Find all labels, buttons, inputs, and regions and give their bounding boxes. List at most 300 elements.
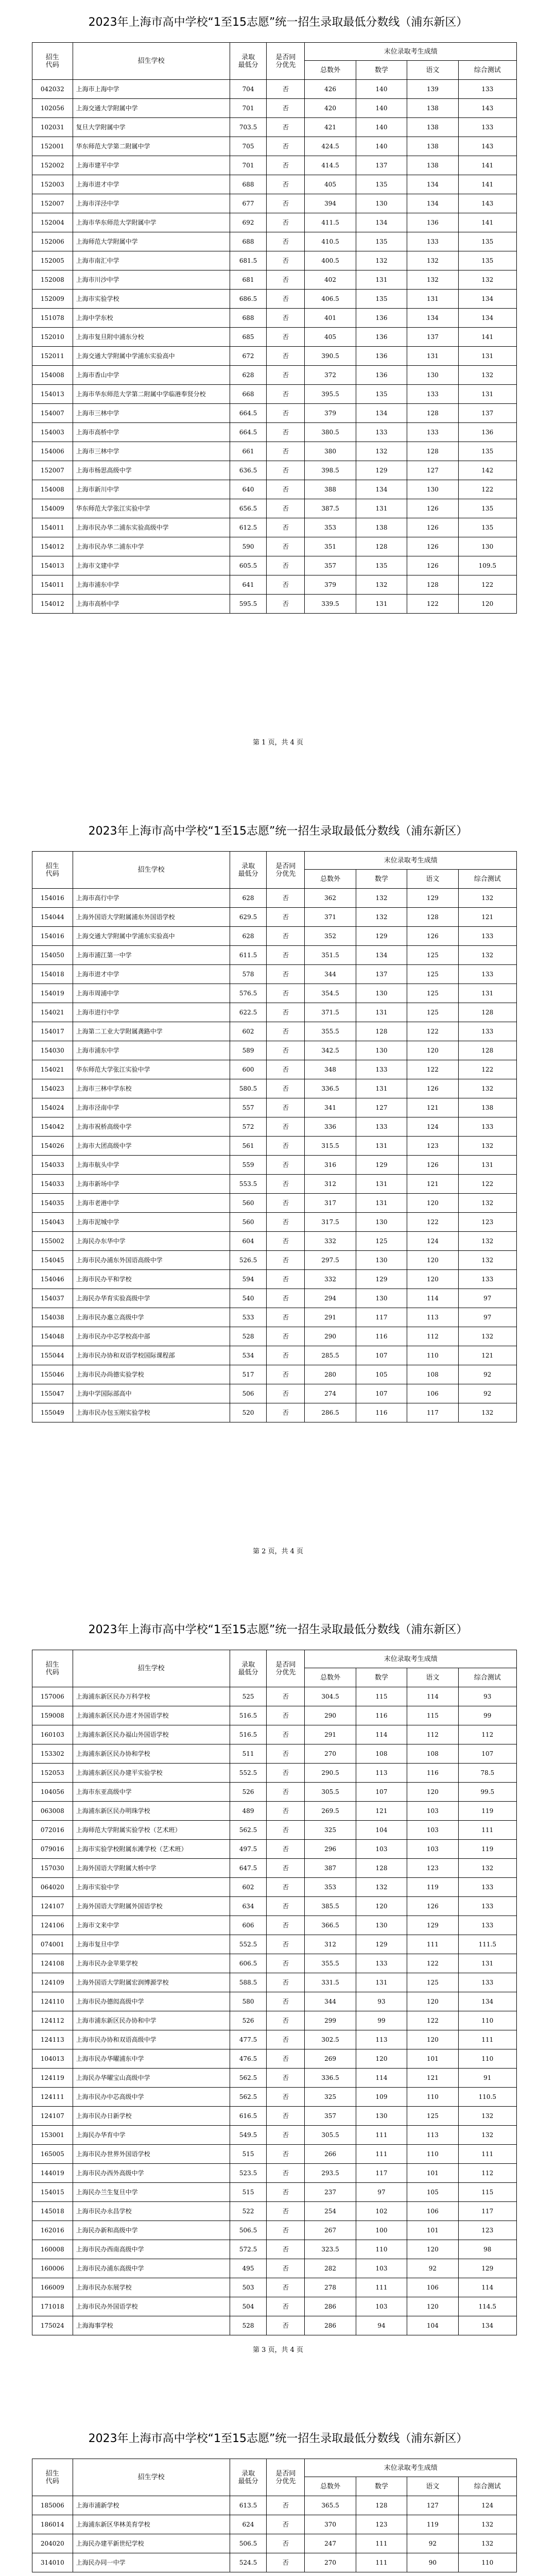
cell-chinese: 120	[407, 2240, 458, 2259]
cell-min-score: 516.5	[230, 1706, 267, 1725]
cell-comp: 136	[458, 423, 516, 442]
cell-comp: 141	[458, 175, 516, 194]
cell-same-score-priority: 否	[267, 2259, 305, 2278]
cell-chinese: 130	[407, 480, 458, 499]
header-comp: 综合测试	[458, 2477, 516, 2496]
cell-math: 128	[356, 2496, 407, 2515]
table-row	[32, 1194, 517, 1213]
cell-total: 348	[305, 1060, 356, 1079]
table-row	[32, 1098, 517, 1117]
cell-same-score-priority: 否	[267, 2534, 305, 2553]
cell-code: 152010	[32, 328, 73, 347]
cell-math: 129	[356, 1156, 407, 1175]
cell-same-score-priority: 否	[267, 2049, 305, 2069]
cell-same-score-priority: 否	[267, 2030, 305, 2049]
header-last-admitted-group: 末位录取考生成绩	[305, 2459, 517, 2477]
cell-chinese: 139	[407, 80, 458, 99]
cell-comp: 134	[458, 309, 516, 328]
cell-min-score: 681.5	[230, 251, 267, 270]
cell-total: 410.5	[305, 232, 356, 251]
cell-total: 269	[305, 2049, 356, 2069]
cell-same-score-priority: 否	[267, 2221, 305, 2240]
cell-comp: 112	[458, 2164, 516, 2183]
cell-total: 379	[305, 404, 356, 423]
cell-school: 上海市洋泾中学	[73, 194, 230, 213]
cell-code: 157030	[32, 1859, 73, 1878]
table-row	[32, 1060, 517, 1079]
cell-comp: 143	[458, 99, 516, 118]
cell-math: 105	[356, 1365, 407, 1384]
cell-school: 上海市民办东展学校	[73, 2278, 230, 2297]
cell-math: 123	[356, 2515, 407, 2534]
cell-code: 154007	[32, 404, 73, 423]
cell-school: 上海外国语大学附属浦东外国语学校	[73, 908, 230, 927]
cell-chinese: 120	[407, 1992, 458, 2011]
cell-min-score: 511	[230, 1744, 267, 1764]
cell-comp: 128	[458, 1003, 516, 1022]
table-row	[32, 2183, 517, 2202]
cell-school: 上海市三林中学东校	[73, 1079, 230, 1098]
cell-comp: 141	[458, 213, 516, 232]
cell-min-score: 506.5	[230, 2534, 267, 2553]
table-row	[32, 1308, 517, 1327]
cell-math: 125	[356, 1232, 407, 1251]
cell-school: 上海市民办西南高级中学	[73, 2240, 230, 2259]
cell-min-score: 528	[230, 1327, 267, 1346]
cell-math: 132	[356, 251, 407, 270]
cell-code: 154009	[32, 499, 73, 518]
cell-same-score-priority: 否	[267, 1687, 305, 1706]
table-row	[32, 1840, 517, 1859]
cell-min-score: 562.5	[230, 2088, 267, 2107]
table-row	[32, 2126, 517, 2145]
cell-chinese: 128	[407, 442, 458, 461]
cell-min-score: 517	[230, 1365, 267, 1384]
cell-math: 137	[356, 156, 407, 175]
cell-school: 上海市新场中学	[73, 1175, 230, 1194]
cell-code: 152053	[32, 1764, 73, 1783]
cell-comp: 99.5	[458, 1783, 516, 1802]
cell-total: 270	[305, 1744, 356, 1764]
cell-total: 291	[305, 1725, 356, 1744]
cell-school: 上海第二工业大学附属龚路中学	[73, 1022, 230, 1041]
cell-math: 130	[356, 194, 407, 213]
cell-same-score-priority: 否	[267, 442, 305, 461]
cell-min-score: 600	[230, 1060, 267, 1079]
cell-school: 上海市民办华二浦东中学	[73, 537, 230, 556]
cell-chinese: 116	[407, 1764, 458, 1783]
cell-min-score: 533	[230, 1308, 267, 1327]
cell-total: 286.5	[305, 1403, 356, 1422]
cell-same-score-priority: 否	[267, 1783, 305, 1802]
cell-min-score: 562.5	[230, 1821, 267, 1840]
cell-comp: 129	[458, 2259, 516, 2278]
cell-comp: 97	[458, 1289, 516, 1308]
table-row	[32, 156, 517, 175]
page-2	[0, 809, 556, 1607]
cell-math: 140	[356, 99, 407, 118]
cell-same-score-priority: 否	[267, 1346, 305, 1365]
page-4	[0, 2416, 556, 2576]
header-math: 数学	[356, 1668, 407, 1687]
cell-comp: 132	[458, 2515, 516, 2534]
cell-min-score: 534	[230, 1346, 267, 1365]
cell-math: 131	[356, 270, 407, 290]
cell-code: 154024	[32, 1098, 73, 1117]
cell-code: 154019	[32, 984, 73, 1003]
cell-total: 282	[305, 2259, 356, 2278]
cell-min-score: 640	[230, 480, 267, 499]
cell-same-score-priority: 否	[267, 175, 305, 194]
cell-math: 127	[356, 1098, 407, 1117]
cell-total: 365.5	[305, 2496, 356, 2515]
cell-chinese: 119	[407, 2515, 458, 2534]
cell-school: 上海市浦东中学	[73, 575, 230, 595]
cell-math: 129	[356, 927, 407, 946]
cell-comp: 134	[458, 2316, 516, 2335]
header-total: 总数外	[305, 870, 356, 889]
cell-comp: 132	[458, 1859, 516, 1878]
cell-math: 116	[356, 1706, 407, 1725]
cell-same-score-priority: 否	[267, 1270, 305, 1289]
cell-math: 132	[356, 1878, 407, 1897]
cell-total: 266	[305, 2145, 356, 2164]
header-same-score-priority: 是否同 分优先	[267, 43, 305, 80]
cell-school: 上海市民办中芯学校高中部	[73, 1327, 230, 1346]
cell-math: 130	[356, 1289, 407, 1308]
header-total: 总数外	[305, 61, 356, 80]
cell-school: 上海市实验中学	[73, 1878, 230, 1897]
cell-code: 155047	[32, 1384, 73, 1403]
cell-chinese: 134	[407, 175, 458, 194]
cell-code: 314010	[32, 2553, 73, 2572]
cell-code: 124119	[32, 2069, 73, 2088]
cell-chinese: 134	[407, 194, 458, 213]
cell-chinese: 136	[407, 213, 458, 232]
cell-math: 128	[356, 1022, 407, 1041]
cell-comp: 132	[458, 1403, 516, 1422]
cell-math: 128	[356, 1859, 407, 1878]
cell-comp: 132	[458, 1079, 516, 1098]
cell-school: 上海民办建平新世纪学校	[73, 2534, 230, 2553]
cell-chinese: 92	[407, 2534, 458, 2553]
cell-code: 154018	[32, 965, 73, 984]
cell-chinese: 128	[407, 404, 458, 423]
cell-chinese: 130	[407, 366, 458, 385]
cell-same-score-priority: 否	[267, 1117, 305, 1137]
cell-min-score: 692	[230, 213, 267, 232]
cell-code: 160008	[32, 2240, 73, 2259]
cell-min-score: 589	[230, 1041, 267, 1060]
cell-code: 154013	[32, 556, 73, 575]
cell-code: 154043	[32, 1213, 73, 1232]
table-row	[32, 2553, 517, 2572]
cell-min-score: 528	[230, 2316, 267, 2335]
cell-school: 上海市民办平和学校	[73, 1270, 230, 1289]
cell-math: 113	[356, 2030, 407, 2049]
cell-school: 上海市民办惠立高级中学	[73, 1308, 230, 1327]
cell-code: 152007	[32, 461, 73, 480]
cell-same-score-priority: 否	[267, 1289, 305, 1308]
cell-total: 325	[305, 2088, 356, 2107]
page-footer: 第 2 页，共 4 页	[252, 1548, 304, 1555]
cell-school: 上海浦东新区民办进才外国语学校	[73, 1706, 230, 1725]
cell-chinese: 125	[407, 965, 458, 984]
cell-chinese: 134	[407, 309, 458, 328]
cell-total: 357	[305, 556, 356, 575]
cell-code: 154023	[32, 1079, 73, 1098]
cell-min-score: 576.5	[230, 984, 267, 1003]
cell-chinese: 122	[407, 1954, 458, 1973]
cell-min-score: 524.5	[230, 2553, 267, 2572]
table-row	[32, 2534, 517, 2553]
cell-chinese: 101	[407, 2164, 458, 2183]
table-row	[32, 2069, 517, 2088]
cell-school: 上海市浦东中学	[73, 1041, 230, 1060]
cell-code: 166009	[32, 2278, 73, 2297]
header-same-score-priority: 是否同 分优先	[267, 1650, 305, 1687]
cell-same-score-priority: 否	[267, 2202, 305, 2221]
cell-math: 136	[356, 366, 407, 385]
table-row	[32, 1403, 517, 1422]
cell-min-score: 540	[230, 1289, 267, 1308]
cell-total: 247	[305, 2534, 356, 2553]
cell-code: 124109	[32, 1973, 73, 1992]
cell-school: 上海市航头中学	[73, 1156, 230, 1175]
table-row	[32, 2145, 517, 2164]
cell-math: 130	[356, 1251, 407, 1270]
cell-school: 上海市文来中学	[73, 1916, 230, 1935]
cell-chinese: 124	[407, 1117, 458, 1137]
page-1	[0, 0, 556, 809]
cell-comp: 93	[458, 1687, 516, 1706]
cell-school: 上海市民办德闳高级中学	[73, 1992, 230, 2011]
cell-same-score-priority: 否	[267, 232, 305, 251]
cell-chinese: 122	[407, 1060, 458, 1079]
cell-comp: 110.5	[458, 2088, 516, 2107]
cell-min-score: 503	[230, 2278, 267, 2297]
cell-min-score: 562.5	[230, 2069, 267, 2088]
cell-code: 102056	[32, 99, 73, 118]
cell-same-score-priority: 否	[267, 537, 305, 556]
cell-school: 上海浦东新区民办万科学校	[73, 1687, 230, 1706]
cell-total: 290	[305, 1327, 356, 1346]
cell-min-score: 590	[230, 537, 267, 556]
cell-same-score-priority: 否	[267, 1213, 305, 1232]
cell-min-score: 522	[230, 2202, 267, 2221]
cell-same-score-priority: 否	[267, 80, 305, 99]
cell-min-score: 523.5	[230, 2164, 267, 2183]
cell-same-score-priority: 否	[267, 2183, 305, 2202]
cell-chinese: 138	[407, 156, 458, 175]
table-row	[32, 2049, 517, 2069]
cell-total: 286	[305, 2316, 356, 2335]
cell-math: 135	[356, 290, 407, 309]
cell-code: 152011	[32, 347, 73, 366]
cell-school: 复旦大学附属中学	[73, 118, 230, 137]
cell-total: 421	[305, 118, 356, 137]
table-row	[32, 1079, 517, 1098]
cell-code: 154030	[32, 1041, 73, 1060]
cell-same-score-priority: 否	[267, 889, 305, 908]
cell-comp: 141	[458, 156, 516, 175]
cell-min-score: 506	[230, 1384, 267, 1403]
cell-same-score-priority: 否	[267, 1137, 305, 1156]
cell-same-score-priority: 否	[267, 1327, 305, 1346]
cell-total: 336.5	[305, 1079, 356, 1098]
cell-school: 上海市浦东新区民办协和中学	[73, 2011, 230, 2030]
cell-total: 387	[305, 1859, 356, 1878]
cell-same-score-priority: 否	[267, 518, 305, 537]
cell-comp: 134	[458, 290, 516, 309]
cell-code: 154013	[32, 385, 73, 404]
header-chinese: 语文	[407, 870, 458, 889]
cell-min-score: 628	[230, 927, 267, 946]
cell-school: 上海浦东新区华林美育学校	[73, 2515, 230, 2534]
cell-same-score-priority: 否	[267, 1954, 305, 1973]
cell-same-score-priority: 否	[267, 927, 305, 946]
cell-min-score: 664.5	[230, 404, 267, 423]
table-row	[32, 1003, 517, 1022]
cell-math: 131	[356, 1137, 407, 1156]
table-row	[32, 889, 517, 908]
cell-chinese: 120	[407, 1251, 458, 1270]
cell-total: 362	[305, 889, 356, 908]
cell-comp: 121	[458, 908, 516, 927]
cell-code: 154033	[32, 1156, 73, 1175]
cell-same-score-priority: 否	[267, 2316, 305, 2335]
cell-total: 357	[305, 2107, 356, 2126]
cell-school: 上海市祝桥高级中学	[73, 1117, 230, 1137]
header-chinese: 语文	[407, 2477, 458, 2496]
cell-school: 上海市民办协和双语学校国际课程部	[73, 1346, 230, 1365]
header-code: 招生 代码	[32, 43, 73, 80]
cell-comp: 97	[458, 1308, 516, 1327]
cell-total: 254	[305, 2202, 356, 2221]
cell-chinese: 92	[407, 2259, 458, 2278]
cell-code: 162016	[32, 2221, 73, 2240]
cell-comp: 135	[458, 251, 516, 270]
table-row	[32, 1973, 517, 1992]
cell-comp: 132	[458, 1232, 516, 1251]
cell-school: 上海交通大学附属中学	[73, 99, 230, 118]
cell-min-score: 612.5	[230, 518, 267, 537]
cell-school: 上海师范大学附属中学	[73, 232, 230, 251]
cell-school: 上海市民办金苹果学校	[73, 1954, 230, 1973]
header-same-score-priority: 是否同 分优先	[267, 852, 305, 889]
cell-same-score-priority: 否	[267, 1308, 305, 1327]
cell-comp: 135	[458, 442, 516, 461]
cell-chinese: 129	[407, 1916, 458, 1935]
cell-school: 上海外国语大学附属外国语学校	[73, 1897, 230, 1916]
cell-comp: 134	[458, 1992, 516, 2011]
cell-school: 上海市进才中学	[73, 965, 230, 984]
cell-total: 355.5	[305, 1022, 356, 1041]
table-row	[32, 1327, 517, 1346]
cell-total: 296	[305, 1840, 356, 1859]
cell-total: 394	[305, 194, 356, 213]
table-row	[32, 1821, 517, 1840]
table-row	[32, 1270, 517, 1289]
cell-chinese: 131	[407, 290, 458, 309]
cell-total: 293.5	[305, 2164, 356, 2183]
cell-math: 132	[356, 575, 407, 595]
cell-comp: 133	[458, 927, 516, 946]
cell-min-score: 506.5	[230, 2221, 267, 2240]
cell-code: 186014	[32, 2515, 73, 2534]
table-row	[32, 2316, 517, 2335]
cell-school: 上海民办新和高级中学	[73, 2221, 230, 2240]
cell-comp: 133	[458, 118, 516, 137]
cell-school: 上海市三林中学	[73, 442, 230, 461]
cell-chinese: 125	[407, 1003, 458, 1022]
cell-total: 267	[305, 2221, 356, 2240]
cell-same-score-priority: 否	[267, 2126, 305, 2145]
cell-total: 280	[305, 1365, 356, 1384]
cell-comp: 112	[458, 1725, 516, 1744]
cell-same-score-priority: 否	[267, 385, 305, 404]
cell-code: 154011	[32, 518, 73, 537]
cell-total: 355.5	[305, 1954, 356, 1973]
table-row	[32, 2496, 517, 2515]
cell-school: 上海市泥城中学	[73, 1213, 230, 1232]
cell-comp: 107	[458, 1744, 516, 1764]
cell-school: 上海中学东校	[73, 309, 230, 328]
cell-code: 151078	[32, 309, 73, 328]
cell-math: 135	[356, 232, 407, 251]
cell-same-score-priority: 否	[267, 2088, 305, 2107]
cell-same-score-priority: 否	[267, 270, 305, 290]
cell-school: 上海市香山中学	[73, 366, 230, 385]
cell-code: 153302	[32, 1744, 73, 1764]
cell-comp: 133	[458, 80, 516, 99]
cell-same-score-priority: 否	[267, 1764, 305, 1783]
cell-min-score: 497.5	[230, 1840, 267, 1859]
cell-comp: 122	[458, 1175, 516, 1194]
cell-math: 136	[356, 328, 407, 347]
cell-chinese: 126	[407, 556, 458, 575]
cell-chinese: 126	[407, 499, 458, 518]
cell-comp: 110	[458, 2049, 516, 2069]
cell-min-score: 701	[230, 156, 267, 175]
header-comp: 综合测试	[458, 1668, 516, 1687]
cell-same-score-priority: 否	[267, 499, 305, 518]
cell-same-score-priority: 否	[267, 1802, 305, 1821]
table-row	[32, 347, 517, 366]
cell-min-score: 705	[230, 137, 267, 156]
header-chinese: 语文	[407, 1668, 458, 1687]
header-code: 招生 代码	[32, 852, 73, 889]
cell-min-score: 664.5	[230, 423, 267, 442]
table-row	[32, 1137, 517, 1156]
cell-chinese: 129	[407, 889, 458, 908]
table-row	[32, 423, 517, 442]
cell-chinese: 108	[407, 1744, 458, 1764]
cell-math: 131	[356, 1003, 407, 1022]
header-last-admitted-group: 末位录取考生成绩	[305, 1650, 517, 1668]
table-row	[32, 1859, 517, 1878]
cell-min-score: 681	[230, 270, 267, 290]
cell-math: 134	[356, 213, 407, 232]
cell-same-score-priority: 否	[267, 2145, 305, 2164]
cell-total: 294	[305, 1289, 356, 1308]
cell-school: 上海市实验学校附属东滩学校（艺术班）	[73, 1840, 230, 1859]
cell-min-score: 688	[230, 232, 267, 251]
cell-code: 154033	[32, 1175, 73, 1194]
cell-same-score-priority: 否	[267, 290, 305, 309]
cell-school: 上海海事学校	[73, 2316, 230, 2335]
cell-comp: 133	[458, 1916, 516, 1935]
